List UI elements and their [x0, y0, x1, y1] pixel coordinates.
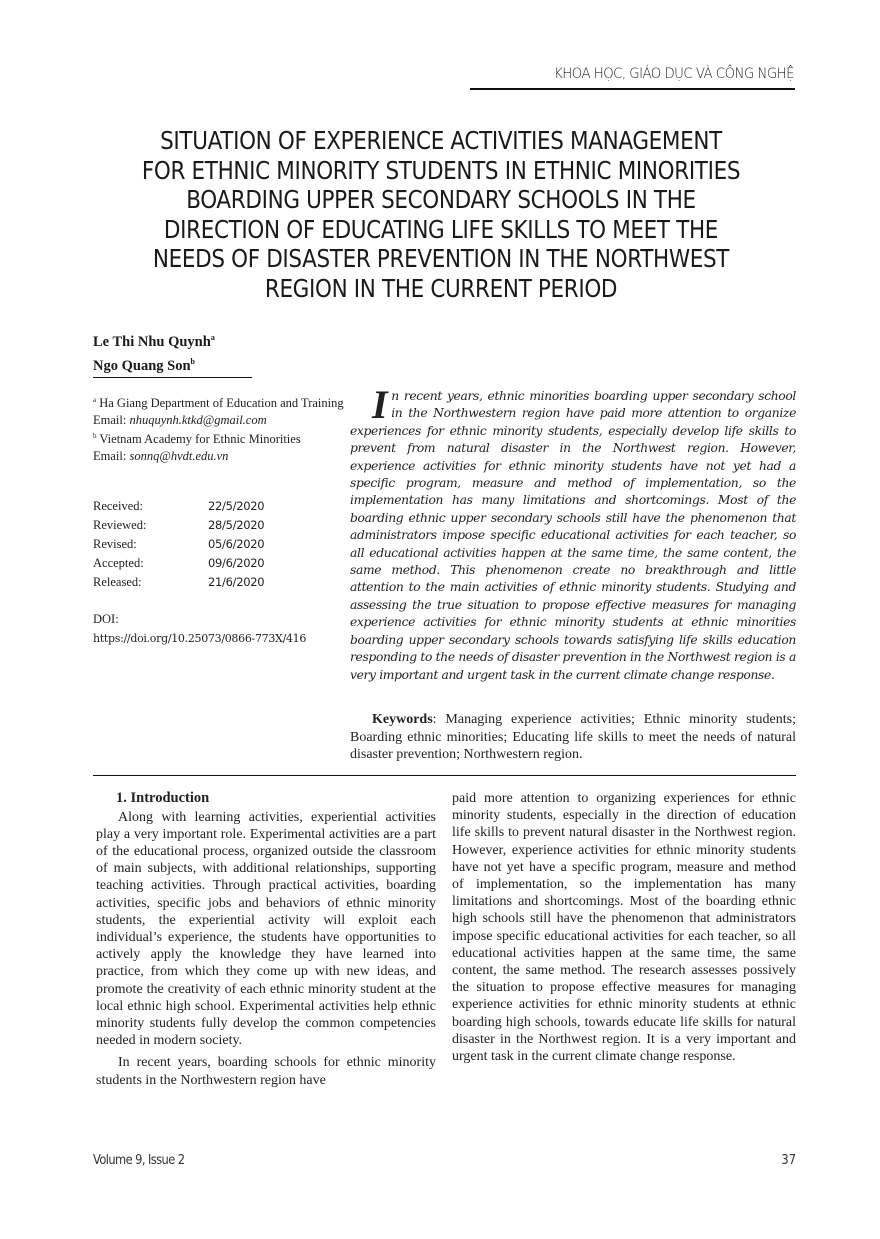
date-label: Revised:: [93, 537, 137, 551]
section-divider: [93, 775, 796, 776]
email-label: Email:: [93, 448, 127, 463]
email-link[interactable]: sonnq@hvdt.edu.vn: [129, 448, 229, 463]
body-column-right: [452, 790, 796, 1065]
keywords: [350, 711, 796, 764]
body-paragraph: paid more attention to organizing experiences for ethnic minority students, especially in the direction of education life skills to prevent natural disaster in the Northwest region. However, experience activities for ethnic minority students have not yet have a specific program, measure and method of implementation, so the implementation has many limitations and shortcomings. Most of the boarding ethnic high schools still have the phenomenon that administrators impose specific educational activities for each teacher, so all educational activities happen at the same time, the same content, the same method. The research assesses possively the situation to propose effective measures for managing experience activities for ethnic minority students at ethnic boarding high schools, towards educate life skills for natural disaster in the Northwest region. It is a very important and urgent task in the current climate change response.: [452, 791, 796, 1065]
section-heading: 1. Introduction: [116, 790, 210, 806]
date-label: Accepted:: [93, 556, 144, 570]
date-row: [93, 516, 348, 535]
doi-link[interactable]: https://doi.org/10.25073/0866-773X/416: [93, 632, 307, 645]
article-title: SITUATION OF EXPERIENCE ACTIVITIES MANAGEMENT FOR ETHNIC MINORITY STUDENTS IN ETHNIC MINORITIES BOARDING UPPER SECONDARY SCHOOLS IN THE DIRECTION OF EDUCATING LIFE SKILLS TO MEET THE NEEDS OF DISASTER PREVENTION IN THE NORTHWEST REGION IN THE CURRENT PERIOD: [141, 126, 741, 303]
body-paragraph: Along with learning activities, experiential activities play a very important role. Experimental activities are a part of the educational process, organized outside the classroom of main subjects, with additional relationships, supporting teaching activities. Through practical activities, boarding activities, specific jobs and behaviors of ethnic minority students, the experiential activity will exploit each individual’s experience, the students have opportunities to actively apply the knowledge they have learned into practice, from which they come up with new ideas, and promote the creativity of each ethnic minority student at the local ethnic high school. Experimental activities help ethnic minority students fully develop the common competencies needed in modern society.: [96, 809, 436, 1049]
affiliation-org: Ha Giang Department of Education and Training: [99, 396, 344, 411]
keywords-text: : Managing experience activities; Ethnic minority students; Boarding ethnic minorities; Educating life skills to meet the needs of natural disaster prevention; Northwestern region.: [350, 712, 796, 762]
abstract: [350, 382, 796, 684]
affiliation: [93, 428, 348, 448]
email-label: Email:: [93, 412, 127, 427]
author-mark: b: [190, 356, 195, 366]
author-name: Le Thi Nhu Quynh: [93, 333, 211, 350]
footer-volume-issue: Volume 9, Issue 2: [93, 1152, 185, 1168]
author: [93, 328, 215, 352]
affiliation-email: [93, 412, 348, 429]
date-label: Received:: [93, 499, 143, 513]
date-label: Released:: [93, 575, 142, 589]
author: [93, 352, 215, 376]
affiliations: [93, 392, 348, 464]
doi-block: [93, 610, 353, 648]
keywords-label: Keywords: [372, 712, 433, 727]
running-header: KHOA HỌC, GIÁO DỤC VÀ CÔNG NGHỆ: [554, 66, 794, 82]
date-value: 22/5/2020: [208, 499, 265, 513]
body-column-left: [96, 790, 436, 1089]
date-value: 21/6/2020: [208, 575, 265, 589]
date-value: 05/6/2020: [208, 537, 265, 551]
date-row: [93, 573, 348, 592]
abstract-text: n recent years, ethnic minorities boarding upper secondary school in the Northwestern region have paid more attention to organize experiences for ethnic minority students, especially develop life skills to prevent from natural disaster in the Northwest region. However, experience activities for ethnic minority students have not yet had a specific program, measure and method of implementation, so the implementation has many limitations and shortcomings. Most of the boarding ethnic upper secondary schools still have the phenomenon that administrators impose specific educational activities for each teacher, so all educational activities happen at the same time, the same content, the same method. This phenomenon create no breakthrough and little attention to the main activities of ethnic minority students. Studying and assessing the true situation to propose effective measures for managing experience activities for ethnic minority students at ethnic minorities boarding upper secondary schools towards satisfying life skills education responding to the needs of disaster prevention in the Northwest region is a very important and urgent task in the current climate change response.: [350, 389, 796, 682]
date-row: [93, 497, 348, 516]
author-rule: [93, 377, 252, 378]
author-mark: a: [210, 333, 215, 342]
email-link[interactable]: nhuquynh.ktkd@gmail.com: [129, 412, 267, 427]
header-rule: [470, 88, 795, 90]
abstract-dropcap: I: [372, 382, 388, 427]
doi-label: DOI:: [93, 612, 119, 626]
affiliation: [93, 392, 348, 412]
date-row: [93, 554, 348, 573]
affiliation-mark: a: [93, 396, 97, 404]
affiliation-mark: b: [93, 432, 97, 441]
author-list: [93, 328, 215, 376]
footer-page-number: 37: [781, 1152, 796, 1168]
body-paragraph: In recent years, boarding schools for ethnic minority students in the Northwestern region have: [96, 1055, 436, 1088]
author-name: Ngo Quang Son: [93, 357, 191, 374]
date-row: [93, 535, 348, 554]
date-value: 09/6/2020: [208, 556, 265, 570]
affiliation-org: Vietnam Academy for Ethnic Minorities: [99, 432, 301, 447]
date-label: Reviewed:: [93, 518, 147, 532]
date-value: 28/5/2020: [208, 518, 265, 532]
article-dates: [93, 497, 348, 592]
affiliation-email: [93, 448, 348, 465]
